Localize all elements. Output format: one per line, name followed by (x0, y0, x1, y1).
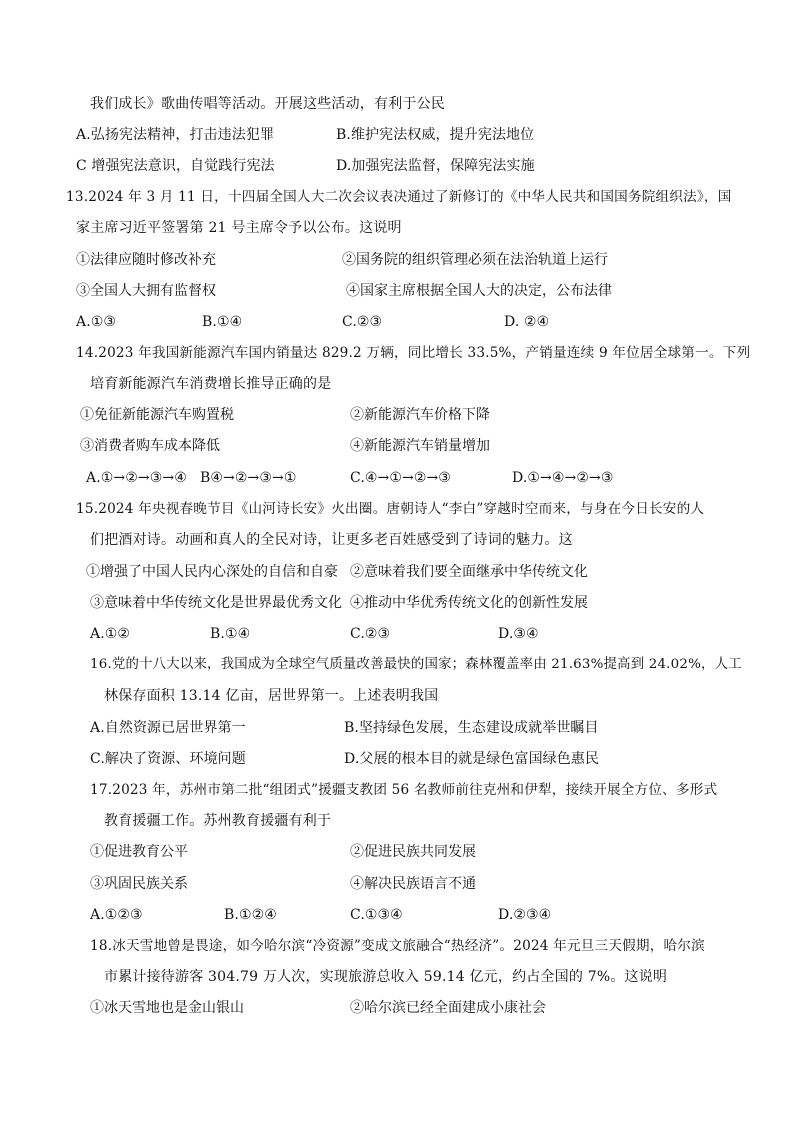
q14-option-c: C.④→①→②→③ (350, 470, 451, 486)
q14-stem-line2: 培育新能源汽车消费增长推导正确的是 (90, 376, 332, 392)
q15-item-3: ③意味着中华传统文化是世界最优秀文化 (90, 595, 342, 611)
q14-option-d: D.①→④→②→③ (512, 470, 614, 486)
q13-item-3: ③全国人大拥有监督权 (76, 283, 216, 299)
q18-stem-line1: 18.冰天雪地曾是畏途，如今哈尔滨“冷资源”变成文旅融合“热经济”。2024 年元旦三天假期，哈尔滨 (90, 938, 705, 954)
q14-item-3: ③消费者购车成本降低 (80, 438, 220, 454)
q18-item-2: ②哈尔滨已经全面建成小康社会 (350, 1000, 546, 1016)
q17-option-a: A.①②③ (90, 907, 143, 923)
q15-option-b: B.①④ (210, 626, 251, 642)
q16-option-c: C.解决了资源、环境问题 (90, 751, 246, 767)
q15-item-2: ②意味着我们要全面继承中华传统文化 (350, 564, 588, 580)
q17-item-4: ④解决民族语言不通 (350, 876, 476, 892)
q14-option-a: A.①→②→③→④ (86, 470, 187, 486)
q16-option-b: B.坚持绿色发展，生态建设成就举世瞩目 (344, 720, 599, 736)
q16-option-a: A.自然资源已居世界第一 (90, 720, 246, 736)
q12-stem: 我们成长》歌曲传唱等活动。开展这些活动，有利于公民 (90, 96, 445, 112)
q16-option-d: D.父展的根本目的就是绿色富国绿色惠民 (344, 751, 600, 767)
q14-stem-line1: 14.2023 年我国新能源汽车国内销量达 829.2 万辆，同比增长 33.5%，产销量连续 9 年位居全球第一。下列 (76, 345, 751, 361)
q17-stem-line2: 教育援疆工作。苏州教育援疆有利于 (104, 813, 332, 829)
q14-option-b: B④→②→③→① (200, 470, 297, 486)
q17-item-1: ①促进教育公平 (90, 844, 188, 860)
q14-item-1: ①免征新能源汽车购置税 (80, 407, 234, 423)
q17-option-c: C.①③④ (350, 907, 403, 923)
q13-item-1: ①法律应随时修改补充 (76, 252, 216, 268)
q13-item-4: ④国家主席根据全国人大的决定，公布法律 (346, 283, 612, 299)
q15-stem-line2: 们把酒对诗。动画和真人的全民对诗，让更多老百姓感受到了诗词的魅力。这 (90, 532, 573, 548)
q16-stem-line2: 林保存面积 13.14 亿亩，居世界第一。上述表明我国 (104, 688, 439, 704)
q15-item-1: ①增强了中国人民内心深处的自信和自豪 (86, 564, 338, 580)
q15-stem-line1: 15.2024 年央视春晚节目《山河诗长安》火出圈。唐朝诗人“李白”穿越时空而来，与身在今日长安的人 (76, 501, 705, 517)
q17-item-3: ③巩固民族关系 (90, 876, 188, 892)
q13-option-c: C.②③ (342, 314, 383, 330)
q15-item-4: ④推动中华优秀传统文化的创新性发展 (350, 595, 588, 611)
q15-option-a: A.①② (90, 626, 131, 642)
q13-option-a: A.①③ (76, 314, 117, 330)
q15-option-d: D.③④ (498, 626, 539, 642)
q13-stem-line2: 家主席习近平签署第 21 号主席令予以公布。这说明 (76, 220, 402, 236)
q12-option-d: D.加强宪法监督，保障宪法实施 (336, 158, 535, 174)
q12-option-c: C 增强宪法意识，自觉践行宪法 (76, 158, 275, 174)
q17-stem-line1: 17.2023 年，苏州市第二批“组团式”援疆支教团 56 名教师前往克州和伊犁，接续开展全方位、多形式 (90, 782, 718, 798)
q17-option-d: D.②③④ (498, 907, 552, 923)
q13-item-2: ②国务院的组织管理必须在法治轨道上运行 (342, 252, 608, 268)
q17-option-b: B.①②④ (224, 907, 277, 923)
q13-option-b: B.①④ (202, 314, 243, 330)
q13-option-d: D. ②④ (504, 314, 550, 330)
q14-item-2: ②新能源汽车价格下降 (350, 407, 490, 423)
q15-option-c: C.②③ (350, 626, 391, 642)
q17-item-2: ②促进民族共同发展 (350, 844, 476, 860)
q18-item-1: ①冰天雪地也是金山银山 (90, 1000, 244, 1016)
q12-option-a: A.弘扬宪法精神，打击违法犯罪 (76, 127, 275, 143)
q12-option-b: B.维护宪法权威，提升宪法地位 (336, 127, 535, 143)
q13-stem-line1: 13.2024 年 3 月 11 日，十四届全国人大二次会议表决通过了新修订的《中华人民共和国国务院组织法》，国 (66, 189, 732, 205)
q18-stem-line2: 市累计接待游客 304.79 万人次，实现旅游总收入 59.14 亿元，约占全国的 7%。这说明 (104, 969, 668, 985)
q14-item-4: ④新能源汽车销量增加 (350, 438, 490, 454)
q16-stem-line1: 16.党的十八大以来，我国成为全球空气质量改善最快的国家；森林覆盖率由 21.63%提高到 24.02%，人工 (90, 657, 742, 672)
